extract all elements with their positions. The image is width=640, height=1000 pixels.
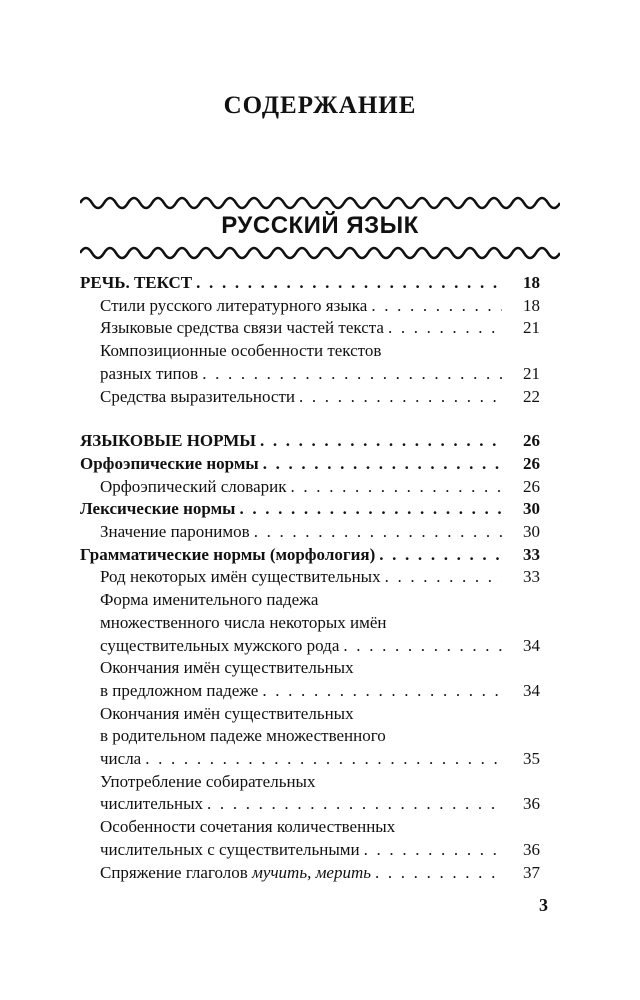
toc-entry-line: в родительном падеже множественного xyxy=(100,726,386,746)
toc-entry-title: Род некоторых имён существительных xyxy=(100,567,381,587)
dot-leader xyxy=(260,430,502,453)
dot-leader xyxy=(145,748,502,771)
dot-leader xyxy=(388,317,502,340)
toc-page-number: 37 xyxy=(523,862,540,882)
toc-page-number: 35 xyxy=(523,749,540,769)
dot-leader xyxy=(262,680,502,703)
toc-page-number: 36 xyxy=(523,839,540,859)
toc-entry-title: числительных xyxy=(100,794,204,814)
toc-entry-title: Лексические нормы xyxy=(80,499,236,519)
toc-entry[interactable] xyxy=(80,544,540,567)
toc-page-number: 33 xyxy=(523,544,540,564)
toc-entry-line: Особенности сочетания количественных xyxy=(100,817,396,837)
toc-page-number: 22 xyxy=(523,386,540,406)
dot-leader xyxy=(364,839,502,862)
toc-entry-title: Стили русского литературного языка xyxy=(100,295,368,315)
toc-entry[interactable] xyxy=(80,453,540,476)
dot-leader xyxy=(239,498,502,521)
dot-leader xyxy=(263,453,502,476)
toc-page-number: 34 xyxy=(523,680,540,700)
toc-page-number: 26 xyxy=(523,453,540,473)
toc-entry-title: существительных мужского рода xyxy=(100,635,340,655)
dot-leader xyxy=(371,295,502,318)
toc-entry-italic: мучить, мерить xyxy=(252,862,371,882)
toc-page-number: 26 xyxy=(523,431,540,451)
toc-entry[interactable] xyxy=(80,657,540,702)
toc-entry[interactable] xyxy=(80,566,540,589)
dot-leader xyxy=(291,476,503,499)
toc-entry[interactable] xyxy=(80,589,540,657)
toc-entry-title: Средства выразительности xyxy=(100,386,295,406)
dot-leader xyxy=(343,635,502,658)
page-title: СОДЕРЖАНИЕ xyxy=(223,92,417,119)
toc-entry-line: Форма именительного падежа xyxy=(100,590,319,610)
toc-page-number: 34 xyxy=(523,635,540,655)
toc-entry-line: Окончания имён существительных xyxy=(100,703,354,723)
toc-entry-title: РЕЧЬ. ТЕКСТ xyxy=(80,273,193,292)
dot-leader xyxy=(254,521,502,544)
toc-entry-title: Орфоэпический словарик xyxy=(100,476,287,496)
dot-leader xyxy=(207,793,502,816)
toc-entry-title: Орфоэпические нормы xyxy=(80,453,259,473)
toc-page-number: 30 xyxy=(523,522,540,542)
toc-entry[interactable] xyxy=(80,498,540,521)
toc-page-number: 18 xyxy=(523,273,540,292)
toc-entry-title: разных типов xyxy=(100,363,199,383)
toc-entry-line: Композиционные особенности текстов xyxy=(100,341,382,361)
toc-entry-title: числа xyxy=(100,749,142,769)
toc-page-number: 33 xyxy=(523,567,540,587)
dot-leader xyxy=(299,386,502,409)
page-number: 3 xyxy=(539,895,548,915)
toc-entry[interactable] xyxy=(80,340,540,385)
dot-leader xyxy=(196,272,502,295)
toc-entry-title: Спряжение глаголов мучить, мерить xyxy=(100,862,371,882)
dot-leader xyxy=(202,363,502,386)
toc-entry[interactable] xyxy=(80,272,540,295)
dot-leader xyxy=(379,544,502,567)
toc-entry-line: Употребление собирательных xyxy=(100,771,316,791)
spacer xyxy=(80,408,540,430)
toc-entry-title: Грамматические нормы (морфология) xyxy=(80,544,376,564)
toc-entry[interactable] xyxy=(80,317,540,340)
toc-entry[interactable] xyxy=(80,771,540,816)
toc-entry[interactable] xyxy=(80,816,540,861)
toc-entry-title: Языковые средства связи частей текста xyxy=(100,318,384,338)
toc-entry[interactable] xyxy=(80,476,540,499)
toc-entry-line: множественного числа некоторых имён xyxy=(100,612,387,632)
toc-entry-title: в предложном падеже xyxy=(100,680,259,700)
toc-entry[interactable] xyxy=(80,703,540,771)
toc-entry[interactable] xyxy=(80,430,540,453)
toc-page-number: 21 xyxy=(523,318,540,338)
wave-divider-bottom xyxy=(80,246,560,260)
toc-page-number: 30 xyxy=(523,499,540,519)
toc-entry[interactable] xyxy=(80,862,540,885)
dot-leader xyxy=(375,862,502,885)
toc-entry-title: Значение паронимов xyxy=(100,522,250,542)
toc-page-number: 21 xyxy=(523,363,540,383)
toc-entry-title: ЯЗЫКОВЫЕ НОРМЫ xyxy=(80,431,256,451)
toc-page-number: 36 xyxy=(523,794,540,814)
table-of-contents xyxy=(80,272,540,884)
toc-entry[interactable] xyxy=(80,521,540,544)
toc-page-number: 18 xyxy=(523,295,540,315)
toc-entry[interactable] xyxy=(80,386,540,409)
wave-divider-top xyxy=(80,196,560,210)
dot-leader xyxy=(385,566,502,589)
toc-page-number: 26 xyxy=(523,476,540,496)
toc-entry[interactable] xyxy=(80,295,540,318)
section-title: РУССКИЙ ЯЗЫК xyxy=(221,212,419,239)
toc-entry-title: числительных с существительными xyxy=(100,839,360,859)
toc-entry-line: Окончания имён существительных xyxy=(100,658,354,678)
